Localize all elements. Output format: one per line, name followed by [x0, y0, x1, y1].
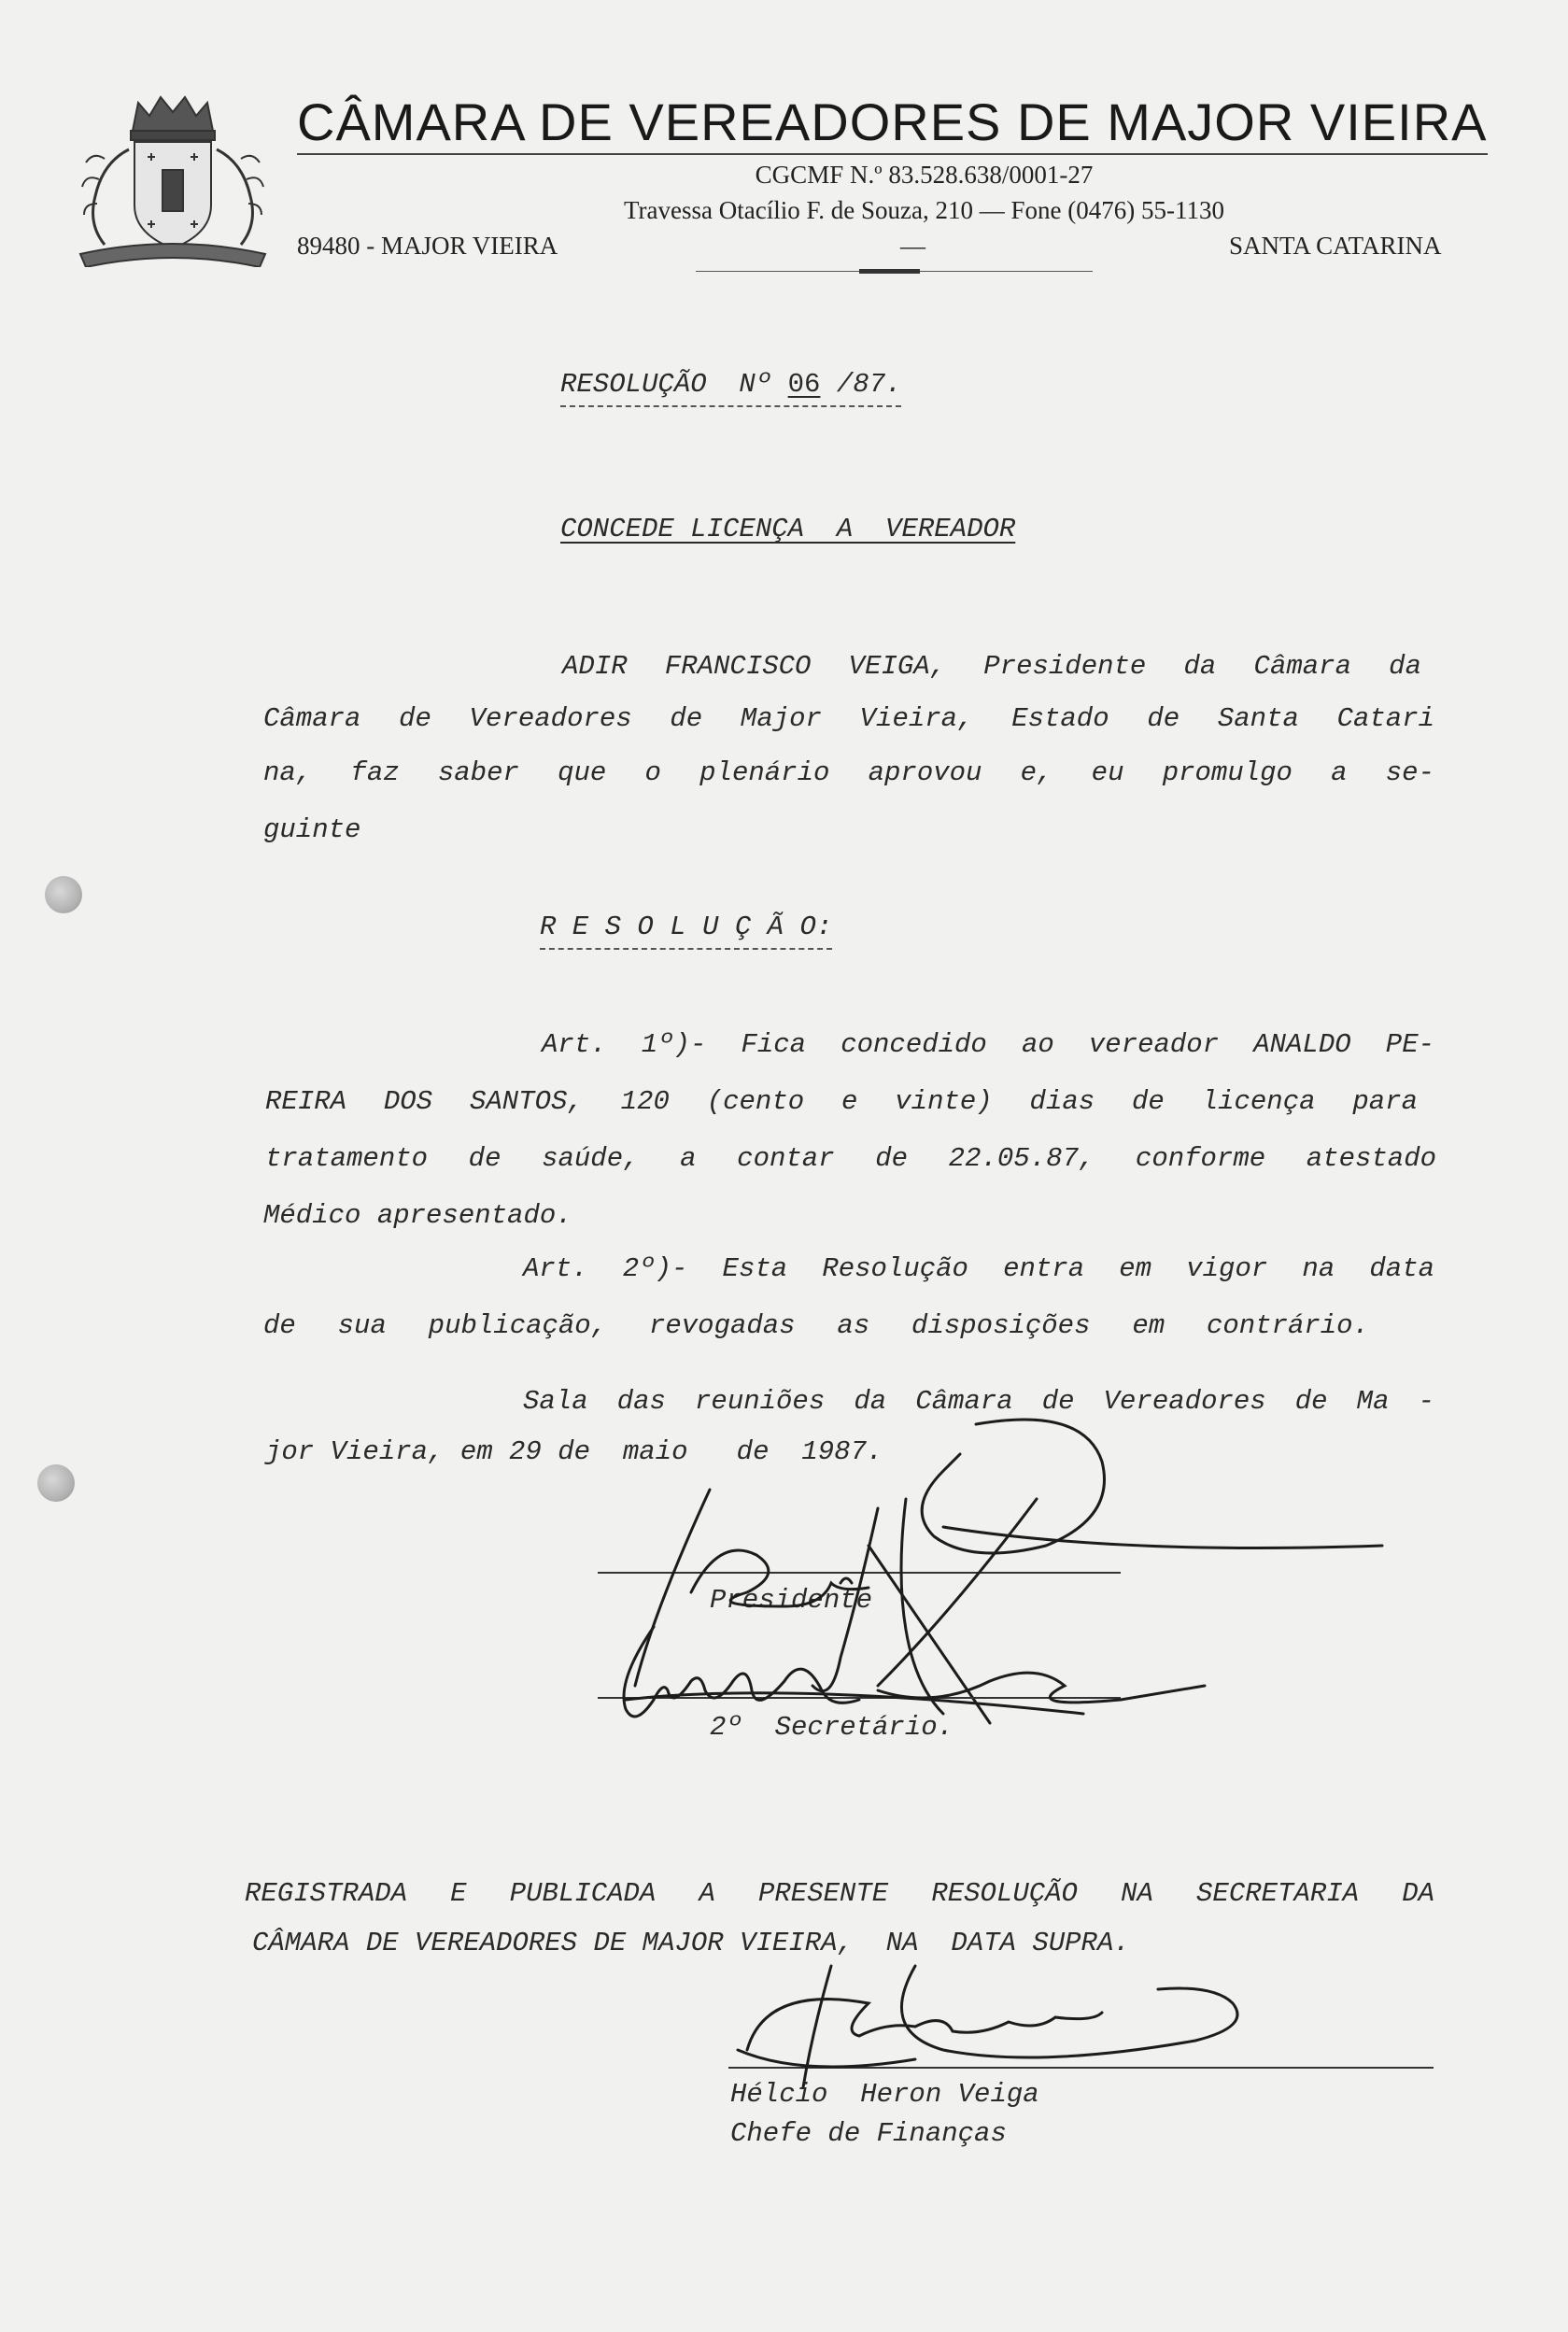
registration-line: CÂMARA DE VEREADORES DE MAJOR VIEIRA, NA DATA SUPRA.	[252, 1928, 1130, 1958]
intro-line: guinte	[263, 814, 361, 845]
city-postal: 89480 - MAJOR VIEIRA	[297, 232, 558, 260]
resolution-heading: R E S O L U Ç Ã O:	[540, 912, 832, 950]
title-rule	[297, 153, 1488, 155]
closing-line: jor Vieira, em 29 de maio de 1987.	[265, 1436, 883, 1467]
article-1-line: tratamento de saúde, a contar de 22.05.87, conforme atestado	[265, 1143, 1436, 1174]
secretary-signature	[598, 1625, 1251, 1756]
finance-chief-title: Chefe de Finanças	[730, 2118, 1007, 2149]
article-1-line: Médico apresentado.	[263, 1200, 572, 1231]
cgcmf-number: CGCMF N.º 83.528.638/0001-27	[755, 161, 1094, 189]
chamber-title: CÂMARA DE VEREADORES DE MAJOR VIEIRA	[297, 92, 1488, 151]
intro-line: ADIR FRANCISCO VEIGA, Presidente da Câmara da	[562, 651, 1421, 682]
address-line: Travessa Otacílio F. de Souza, 210 — Fone (0476) 55-1130	[623, 196, 1225, 224]
resolution-number-line	[560, 369, 901, 407]
resolution-year: /87.	[820, 369, 902, 400]
article-1-line: REIRA DOS SANTOS, 120 (cento e vinte) dias de licença para	[265, 1086, 1418, 1117]
city-state-separator: —	[900, 232, 925, 260]
resolution-subject: CONCEDE LICENÇA A VEREADOR	[560, 514, 1016, 544]
letterhead-divider-mark	[859, 269, 920, 274]
punch-hole	[45, 876, 82, 913]
finance-chief-name: Hélcio Heron Veiga	[730, 2079, 1039, 2110]
punch-hole	[37, 1464, 75, 1502]
resolution-number: 06	[787, 369, 821, 400]
resolution-prefix: RESOLUÇÃO Nº	[560, 369, 788, 400]
finance-chief-signature	[728, 1947, 1307, 2097]
intro-line: na, faz saber que o plenário aprovou e, eu promulgo a se-	[263, 757, 1434, 788]
registration-line: REGISTRADA E PUBLICADA A PRESENTE RESOLUÇÃO NA SECRETARIA DA	[245, 1878, 1434, 1909]
article-2-line: de sua publicação, revogadas as disposições em contrário.	[263, 1310, 1369, 1341]
article-2-line: Art. 2º)- Esta Resolução entra em vigor na data	[523, 1253, 1434, 1284]
closing-line: Sala das reuniões da Câmara de Vereadores de Ma -	[523, 1386, 1434, 1417]
article-1-line: Art. 1º)- Fica concedido ao vereador ANALDO PE-	[542, 1029, 1434, 1060]
secretary-label: 2º Secretário.	[710, 1712, 954, 1743]
state-name: SANTA CATARINA	[1229, 232, 1442, 260]
president-label: Presidente	[710, 1585, 873, 1616]
intro-line: Câmara de Vereadores de Major Vieira, Estado de Santa Catari	[263, 703, 1434, 734]
